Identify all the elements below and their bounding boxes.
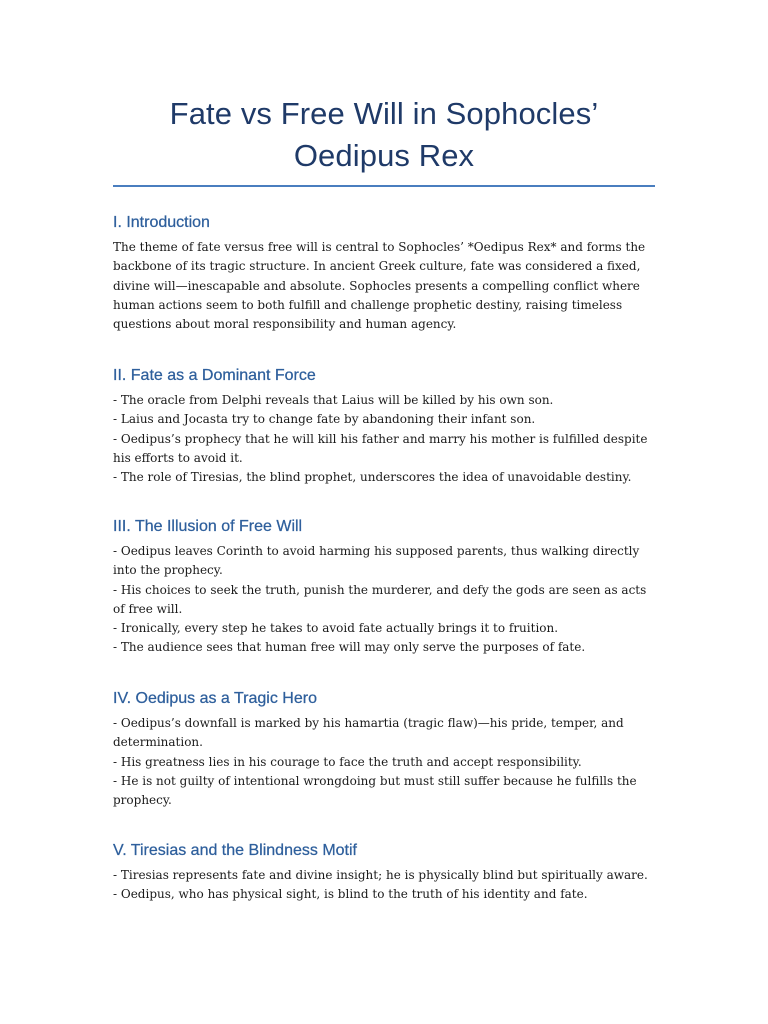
- document-page: [113, 0, 655, 902]
- title-divider: [113, 185, 655, 187]
- section-tiresias-blindness: [113, 841, 655, 905]
- bullet-item: - The role of Tiresias, the blind prophet, underscores the idea of unavoidable destiny.: [113, 470, 632, 485]
- bullet-item: - Laius and Jocasta try to change fate by abandoning their infant son.: [113, 412, 536, 427]
- bullet-item: - Tiresias represents fate and divine insight; he is physically blind but spiritually aware.: [113, 868, 648, 882]
- document-title: Fate vs Free Will in Sophocles’ Oedipus Rex: [169, 96, 599, 173]
- bullet-list: [113, 542, 655, 658]
- bullet-item: - Oedipus’s prophecy that he will kill his father and marry his mother is fulfilled despite his efforts to avoid it.: [113, 431, 648, 465]
- section-heading: V. Tiresias and the Blindness Motif: [113, 842, 357, 859]
- section-heading: III. The Illusion of Free Will: [113, 518, 303, 535]
- section-heading: I. Introduction: [113, 214, 210, 231]
- bullet-item: - Oedipus leaves Corinth to avoid harming his supposed parents, thus walking directly into the prophecy.: [113, 544, 640, 578]
- bullet-item: - The audience sees that human free will may only serve the purposes of fate.: [113, 640, 586, 655]
- section-heading: IV. Oedipus as a Tragic Hero: [113, 690, 317, 707]
- bullet-item: - His greatness lies in his courage to face the truth and accept responsibility.: [113, 754, 582, 769]
- bullet-item: - Oedipus’s downfall is marked by his hamartia (tragic flaw)—his pride, temper, and determination.: [113, 716, 624, 750]
- section-tragic-hero: [113, 689, 655, 810]
- bullet-item: - His choices to seek the truth, punish the murderer, and defy the gods are seen as acts of free will.: [113, 582, 647, 616]
- bullet-item: - The oracle from Delphi reveals that Laius will be killed by his own son.: [113, 393, 554, 407]
- section-paragraph: The theme of fate versus free will is central to Sophocles’ *Oedipus Rex* and forms the backbone of its tragic structure. In ancient Greek culture, fate was considered a fixed, divine will—inescapable and absolute. Sophocles presents a compelling conflict where human actions seem to both fulfill and challenge prophetic destiny, raising timeless questions about moral responsibility and human agency.: [113, 240, 646, 332]
- bullet-item: - He is not guilty of intentional wrongdoing but must still suffer because he fulfills the prophecy.: [113, 773, 637, 808]
- section-heading: II. Fate as a Dominant Force: [113, 367, 316, 384]
- bullet-list: [113, 866, 655, 905]
- section-introduction: [113, 213, 655, 334]
- bullet-list: [113, 714, 655, 810]
- section-fate-dominant-force: [113, 366, 655, 487]
- bullet-list: [113, 391, 655, 487]
- bullet-item: - Oedipus, who has physical sight, is blind to the truth of his identity and fate.: [113, 887, 588, 902]
- bullet-item: - Ironically, every step he takes to avoid fate actually brings it to fruition.: [113, 621, 559, 636]
- section-illusion-free-will: [113, 517, 655, 658]
